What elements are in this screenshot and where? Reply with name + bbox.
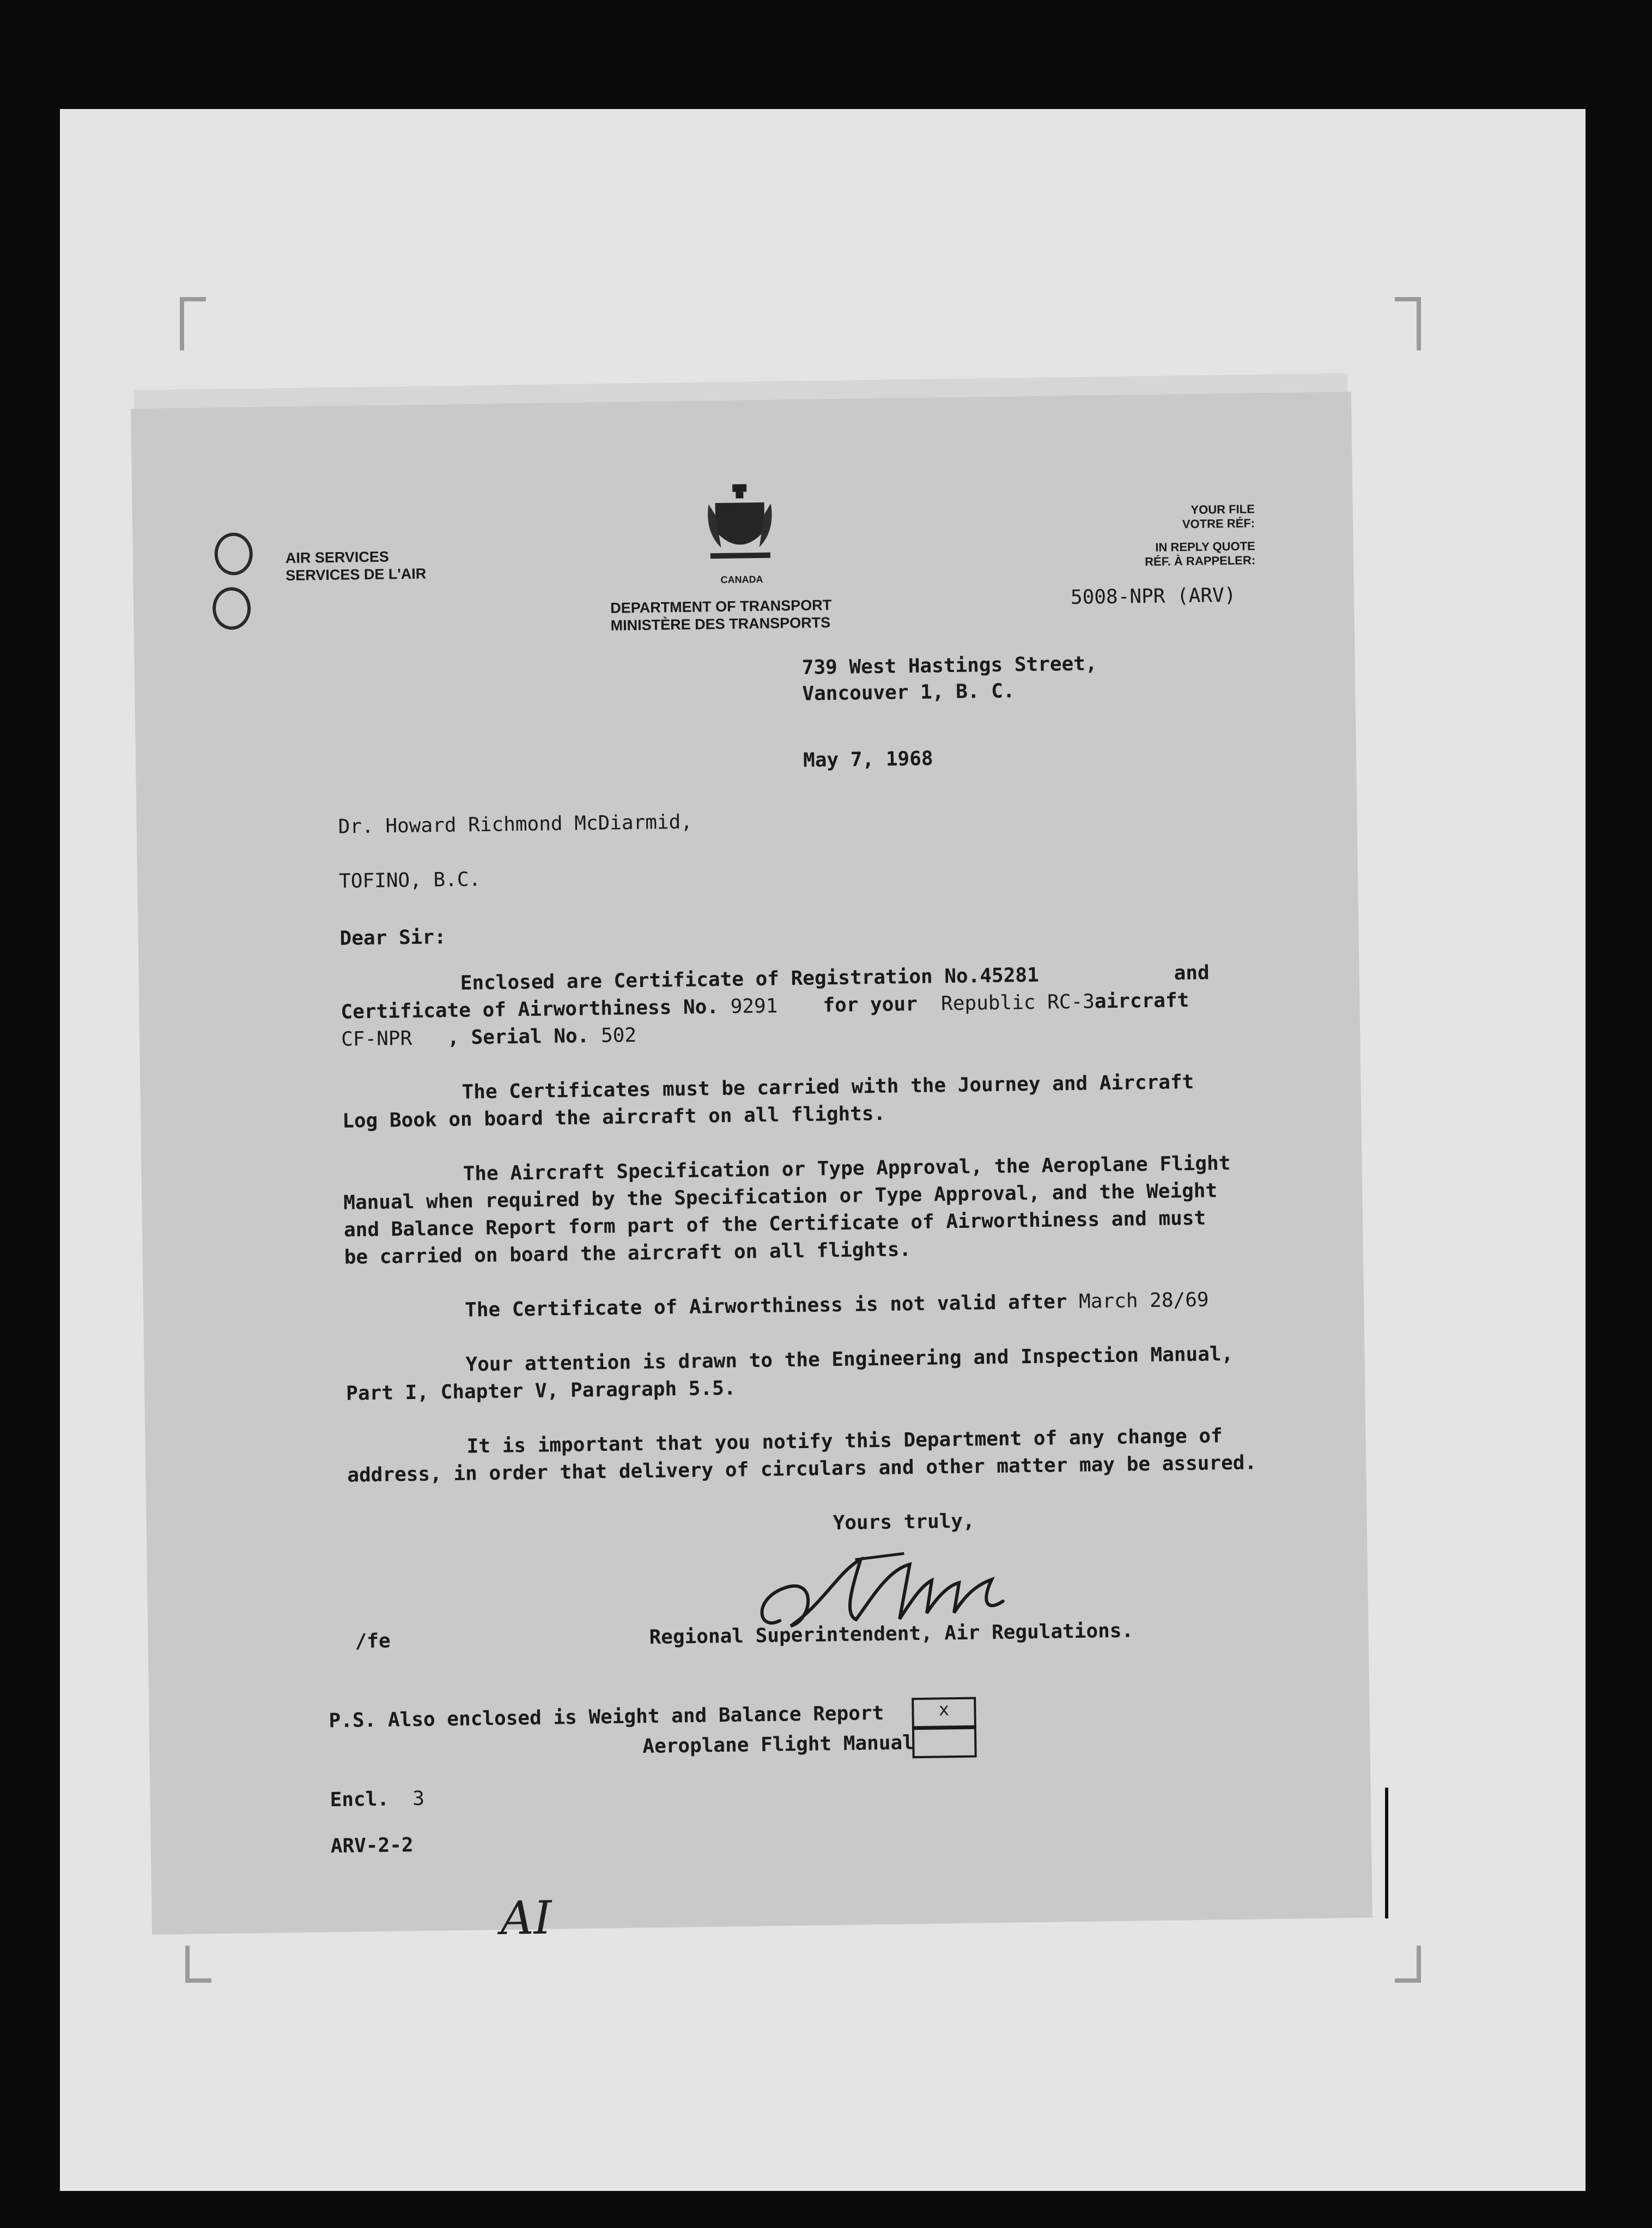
handwritten-annotation: AI bbox=[500, 1891, 552, 1945]
para2-line1: The Certificates must be carried with the Journey and Aircraft bbox=[461, 1070, 1194, 1104]
punch-hole bbox=[214, 532, 253, 576]
department-name-en: DEPARTMENT OF TRANSPORT bbox=[610, 597, 832, 616]
crop-mark-bottom-left bbox=[185, 1946, 211, 1983]
letter-date: May 7, 1968 bbox=[803, 747, 933, 772]
ps-line2: Aeroplane Flight Manual bbox=[642, 1731, 915, 1758]
signatory-title: Regional Superintendent, Air Regulations. bbox=[649, 1619, 1134, 1649]
department-name-fr: MINISTÈRE DES TRANSPORTS bbox=[610, 614, 831, 634]
aircraft-type: Republic RC-3 bbox=[940, 990, 1095, 1015]
crop-mark-bottom-right bbox=[1395, 1946, 1421, 1983]
reply-quote-label: IN REPLY QUOTE RÉF. À RAPPELER: bbox=[1145, 539, 1256, 569]
form-number: ARV-2-2 bbox=[330, 1834, 414, 1858]
recipient-city: TOFINO, B.C. bbox=[338, 868, 481, 893]
para1-line2 bbox=[341, 994, 778, 1025]
para3-line2: Manual when required by the Specification or Type Approval, and the Weight bbox=[343, 1179, 1218, 1214]
para3-line1: The Aircraft Specification or Type Approval, the Aeroplane Flight bbox=[463, 1152, 1231, 1185]
crest-caption: CANADA bbox=[720, 573, 763, 585]
recipient-name: Dr. Howard Richmond McDiarmid, bbox=[338, 810, 693, 838]
registration-mark: CF-NPR bbox=[341, 1027, 412, 1051]
typist-initials: /fe bbox=[355, 1630, 391, 1653]
para4-line1 bbox=[465, 1288, 1209, 1323]
closing: Yours truly, bbox=[833, 1510, 975, 1535]
sender-address-line1: 739 West Hastings Street, bbox=[801, 652, 1097, 679]
registration-number: 45281 bbox=[980, 964, 1039, 988]
airworthiness-number: 9291 bbox=[730, 995, 778, 1018]
crop-mark-top-left bbox=[180, 297, 206, 350]
para1-text: aircraft bbox=[1094, 989, 1189, 1013]
enclosure-line bbox=[330, 1787, 424, 1812]
para1-and: and bbox=[1174, 961, 1210, 985]
ps-line1: P.S. Also enclosed is Weight and Balance Report bbox=[329, 1702, 884, 1733]
service-name-en: AIR SERVICES bbox=[285, 548, 390, 567]
salutation: Dear Sir: bbox=[339, 926, 446, 950]
service-name-fr: SERVICES DE L'AIR bbox=[286, 565, 427, 584]
para4-text: The Certificate of Airworthiness is not valid after bbox=[464, 1291, 1067, 1322]
para3-line3: and Balance Report form part of the Certificate of Airworthiness and must bbox=[343, 1207, 1206, 1242]
edge-line bbox=[1385, 1788, 1388, 1918]
para6-line2: address, in order that delivery of circulars and other matter may be assured. bbox=[347, 1451, 1257, 1487]
para6-line1: It is important that you notify this Department of any change of bbox=[466, 1425, 1223, 1458]
file-reference: 5008-NPR (ARV) bbox=[1070, 584, 1236, 609]
enclosure-count: 3 bbox=[412, 1787, 425, 1811]
enclosure-label: Encl. bbox=[330, 1788, 390, 1812]
valid-until-date: March 28/69 bbox=[1078, 1288, 1209, 1313]
para1-text: Certificate of Airworthiness No. bbox=[341, 996, 719, 1024]
punch-hole bbox=[212, 587, 251, 630]
your-file-label: YOUR FILE VOTRE RÉF: bbox=[1182, 502, 1255, 531]
para1-line3 bbox=[341, 1023, 636, 1052]
letter-page bbox=[131, 392, 1372, 1945]
para1-text: for your bbox=[823, 992, 918, 1017]
para2-line2: Log Book on board the aircraft on all flights. bbox=[342, 1102, 886, 1133]
para1-line2-tail bbox=[823, 988, 1189, 1018]
para3-line4: be carried on board the aircraft on all flights. bbox=[344, 1238, 912, 1269]
crop-mark-top-right bbox=[1395, 297, 1421, 350]
para1-line1 bbox=[460, 963, 1039, 996]
para1-text: Enclosed are Certificate of Registration No. bbox=[460, 965, 980, 995]
serial-number: 502 bbox=[600, 1024, 637, 1048]
sender-address-line2: Vancouver 1, B. C. bbox=[802, 680, 1015, 705]
canada-crest-icon bbox=[704, 482, 776, 570]
weight-balance-checkbox: x bbox=[912, 1697, 976, 1729]
para5-line1: Your attention is drawn to the Engineering and Inspection Manual, bbox=[465, 1342, 1234, 1376]
flight-manual-checkbox bbox=[912, 1727, 977, 1759]
para1-text: , Serial No. bbox=[447, 1025, 590, 1049]
para5-line2: Part I, Chapter V, Paragraph 5.5. bbox=[345, 1377, 736, 1405]
